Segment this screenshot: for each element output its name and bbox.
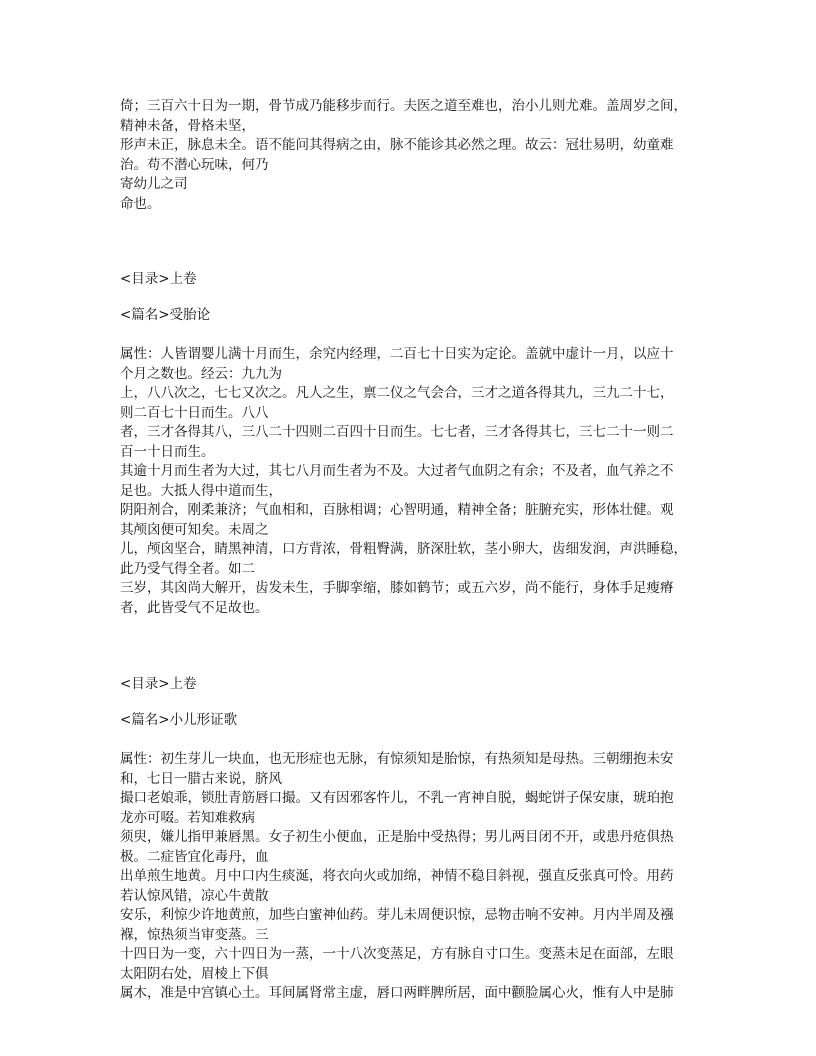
text-line: 者，三才各得其八，三八二十四则二百四十日而生。七七者，三才各得其七，三七二十一则二 [120, 424, 674, 440]
section-body [120, 345, 700, 618]
text-line: 属木，准是中宫镇心土。耳间属肾常主虚，唇口两畔脾所居，面中颧脸属心火，惟有人中是肺 [120, 985, 674, 1001]
text-line: 须臾，嫌儿指甲兼唇黑。女子初生小便血，正是胎中受热得；男儿两目闭不开，或患丹疮俱热 [120, 829, 674, 845]
text-line: 撮口老娘乖，锁肚青筋唇口撮。又有因邪客忤儿，不乳一宵神自脱，蝎蛇饼子保安康，琥珀抱 [120, 790, 674, 806]
text-line: 出单煎生地黄。月中口内生痰涎，将衣向火或加绵，神情不稳目斜视，强直反张真可怜。用药 [120, 868, 674, 884]
text-line: 百一十日而生。 [120, 443, 215, 460]
text-line: 和，七日一腊古来说，脐风 [120, 770, 282, 787]
text-line: 倚；三百六十日为一期，骨节成乃能移步而行。夫医之道至难也，治小儿则尤难。盖周岁之间， [120, 98, 687, 114]
text-line: 上，八八次之，七七又次之。凡人之生，禀二仪之气会合，三才之道各得其九，三九二十七， [120, 385, 674, 401]
text-line: 若认惊风错，凉心牛黄散 [120, 887, 269, 904]
text-line: 则二百七十日而生。八八 [120, 404, 269, 421]
text-line: 褓，惊热须当审变蒸。三 [120, 926, 269, 943]
section-title: <篇名>小儿形证歌 [120, 712, 238, 728]
intro-paragraph [120, 97, 700, 214]
text-line: 龙亦可啜。若知难救病 [120, 809, 255, 826]
text-line: 足也。大抵人得中道而生， [120, 482, 282, 499]
text-line: 者，此皆受气不足故也。 [120, 599, 269, 616]
text-line: 形声未正，脉息未全。语不能问其得病之由，脉不能诊其必然之理。故云：冠壮易明，幼童难 [120, 137, 674, 153]
text-line: 属性：初生芽儿一块血，也无形症也无脉，有惊须知是胎惊，有热须知是母热。三朝绷抱未安 [120, 751, 674, 767]
text-line: 命也。 [120, 195, 161, 212]
text-line: 三岁，其囟尚大解开，齿发未生，手脚挛缩，膝如鹤节；或五六岁，尚不能行，身体手足瘦瘠 [120, 580, 674, 596]
toc-label: <目录>上卷 [120, 271, 197, 287]
text-line: 属性：人皆谓婴儿满十月而生，余究内经理，二百七十日实为定论。盖就中虚计一月，以应十 [120, 346, 674, 362]
text-line: 个月之数也。经云：九九为 [120, 365, 282, 382]
text-line: 其逾十月而生者为大过，其七八月而生者为不及。大过者气血阴之有余；不及者，血气养之不 [120, 463, 674, 479]
text-line: 太阳阴右处，眉棱上下俱 [120, 965, 269, 982]
section-xiaoer-xingzheng-ge [120, 674, 700, 1004]
text-line: 十四日为一变，六十四日为一蒸，一十八次变蒸足，方有脉自寸口生。变蒸未足在面部，左眼 [120, 946, 674, 962]
text-line: 精神未备，骨格未坚， [120, 117, 255, 134]
section-shoutai-lun [120, 269, 700, 618]
text-line: 治。苟不潜心玩味，何乃 [120, 156, 269, 173]
document-page [120, 97, 700, 1004]
text-line: 此乃受气得全者。如二 [120, 560, 255, 577]
section-title: <篇名>受胎论 [120, 307, 211, 323]
toc-label: <目录>上卷 [120, 676, 197, 692]
text-line: 寄幼儿之司 [120, 176, 188, 192]
text-line: 极。二症皆宜化毒丹，血 [120, 848, 269, 865]
text-line: 儿，颅囟坚合，睛黑神清，口方背浓，骨粗臀满，脐深肚软，茎小卵大，齿细发润，声洪睡稳， [120, 541, 687, 557]
text-line: 其颅囟便可知矣。未周之 [120, 521, 269, 538]
text-line: 阴阳剂合，刚柔兼济；气血相和，百脉相调；心智明通，精神全备；脏腑充实，形体壮健。观 [120, 502, 674, 518]
section-body [120, 750, 700, 1004]
text-line: 安乐，利惊少许地黄煎，加些白蜜神仙药。芽儿未周便识惊，忌物击响不安神。月内半周及襁 [120, 907, 674, 923]
